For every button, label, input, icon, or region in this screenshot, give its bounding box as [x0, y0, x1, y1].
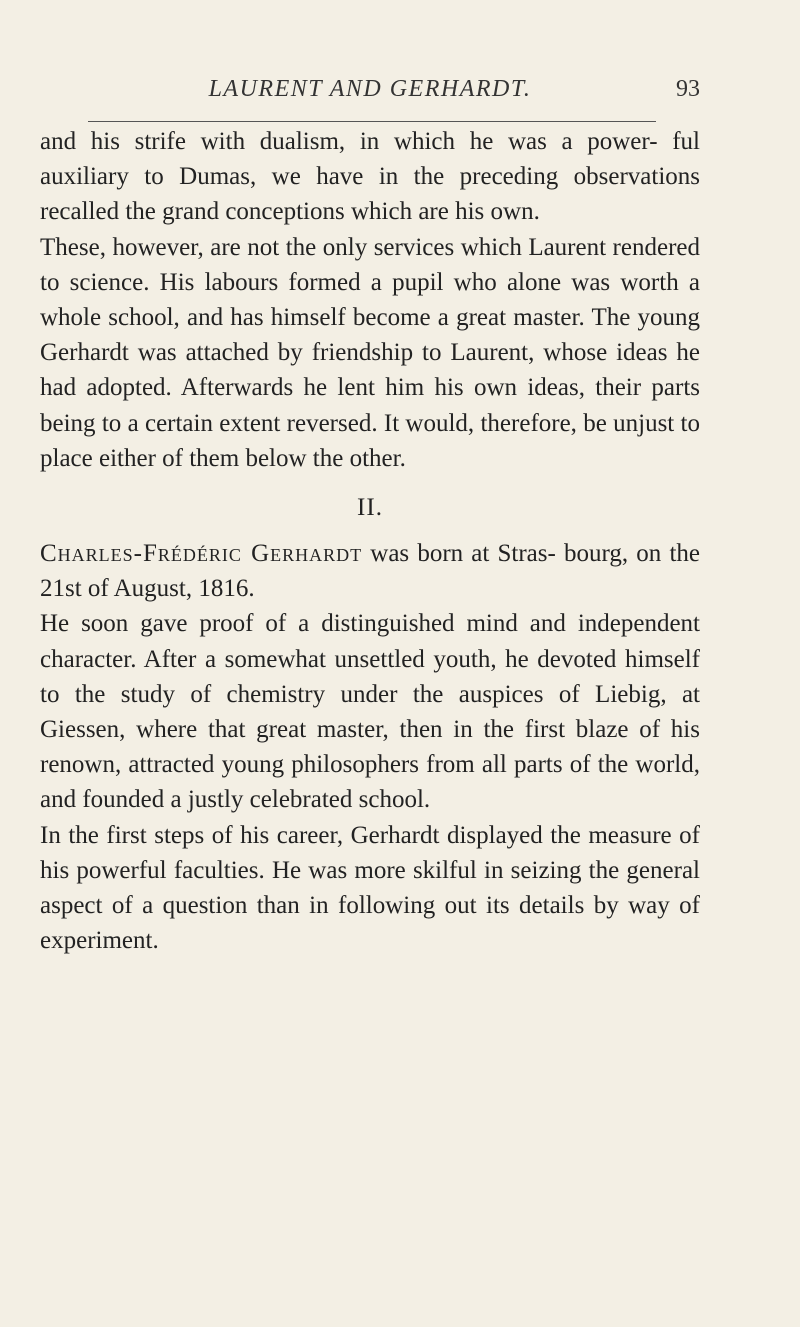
header-rule: [88, 121, 656, 122]
paragraph-3-text: was born at Stras- bourg, on the 21st of August, 1816.: [40, 540, 700, 603]
paragraph-1: and his strife with dualism, in which he was a power- ful auxiliary to Dumas, we have in the preceding observations recalled the grand conceptions which are his own.: [40, 128, 700, 226]
paragraph-3: [40, 536, 700, 606]
section-heading: II.: [357, 494, 383, 522]
person-name: Charles-Frédéric Gerhardt: [40, 540, 363, 568]
paragraph-4: He soon gave proof of a distinguished mind and independent character. After a somewhat unsettled youth, he devoted himself to the study of chemistry under the auspices of Liebig, at Giessen, where that great master, then in the first blaze of his renown, attracted young philosophers from all parts of the world, and founded a justly celebrated school.: [40, 610, 700, 814]
running-head: [40, 76, 700, 116]
page-number: 93: [676, 76, 700, 102]
paragraph-5: In the first steps of his career, Gerhardt displayed the measure of his powerful faculties. He was more skilful in seizing the general aspect of a question than in following out its details by way of experiment.: [40, 821, 700, 955]
running-title: LAURENT AND GERHARDT.: [208, 76, 532, 102]
body-text: [40, 124, 700, 958]
paragraph-2: These, however, are not the only services which Laurent rendered to science. His labours formed a pupil who alone was worth a whole school, and has himself become a great master. The young Gerhardt was attached by friendship to Laurent, whose ideas he had adopted. Afterwards he lent him his own ideas, their parts being to a certain extent reversed. It would, therefore, be unjust to place either of them below the other.: [40, 233, 700, 472]
